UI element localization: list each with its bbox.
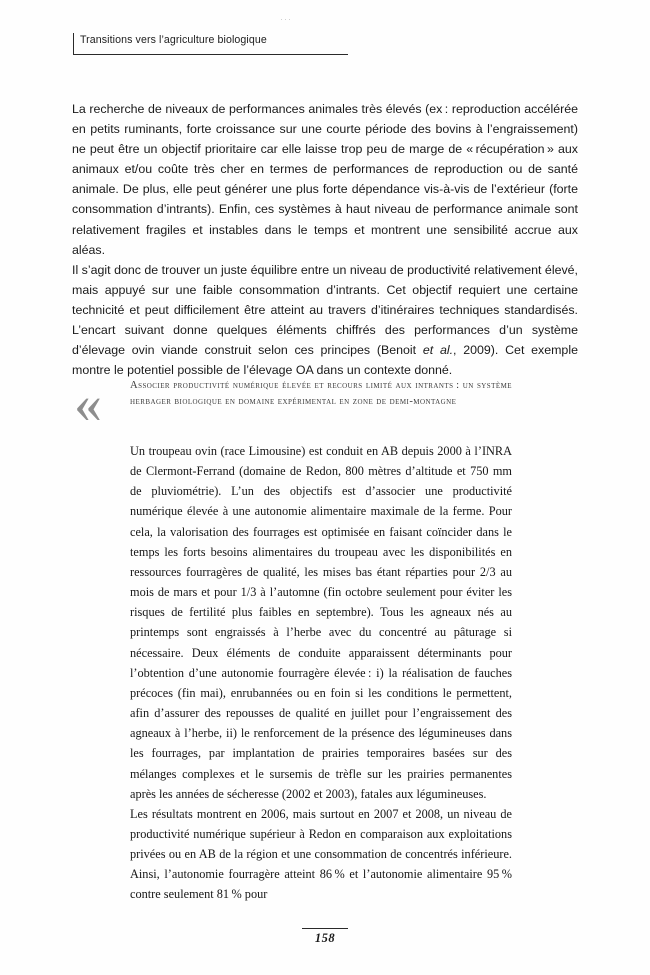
encart-paragraph-1: Un troupeau ovin (race Limousine) est conduit en AB depuis 2000 à l’INRA de Clermont-Ferrand (domaine de Redon, 800 mètres d’altitude et 750 mm de pluviométrie). L’un des objectifs est d’associer une productivité numérique élevée à une autonomie alimentaire maximale de la ferme. Pour cela, la valorisation des fourrages est optimisée en faisant coïncider dans le temps les forts besoins alimentaires du troupeau avec les disponibilités en ressources fourragères de qualité, les mises bas étant réparties pour 2/3 au mois de mars et pour 1/3 à l’automne (fin octobre seulement pour éviter les risques de fertilité plus faibles en septembre). Tous les agneaux nés au printemps sont engraissés à l’herbe avec du concentré au pâturage si nécessaire. Deux éléments de conduite apparaissent déterminants pour l’obtention d’une autonomie fourragère élevée : i) la réalisation de fauches précoces (fin mai), enrubannées ou en foin si les conditions le permettent, afin d’assurer des repousses de qualité en juillet pour l’engraissement des agneaux à l’herbe, ii) le renforcement de la présence des légumineuses dans les fourrages, par implantation de prairies temporaires basées sur des mélanges complexes et le sursemis de trèfle sur les prairies permanentes après les années de sécheresse (2002 et 2003), fatales aux légumineuses. [130,444,512,801]
encart-body [130,441,512,905]
header-trailing-marks: ··· [280,14,292,24]
header-horizontal-rule [73,54,348,55]
double-chevron-icon: « [74,373,100,435]
folio-rule [302,928,348,929]
running-header [73,33,348,57]
main-text-column [72,99,578,380]
main-paragraph-2 [72,260,578,381]
encart-paragraph-2: Les résultats montrent en 2006, mais surtout en 2007 et 2008, un niveau de productivité numérique supérieur à Redon en comparaison aux exploitations privées ou en AB de la région et une consommation de concentrés inférieure. Ainsi, l’autonomie fourragère atteint 86 % et l’autonomie alimentaire 95 % contre seulement 81 % pour [130,806,512,902]
main-paragraph-2-part2: , 2009). Cet exemple montre le potentiel possible de l’élevage OA dans un contexte donné. [72,343,578,378]
page-number: 158 [314,931,336,946]
header-title: Transitions vers l’agriculture biologique [80,34,267,46]
main-paragraph-2-part1: Il s’agit donc de trouver un juste équilibre entre un niveau de productivité relativement élevé, mais appuyé sur une faible consommation d’intrants. Cet objectif requiert une certaine technicité et peut difficilement être atteint au travers d’itinéraires techniques standardisés. L’encart suivant donne quelques éléments chiffrés des performances d’un système d’élevage ovin viande construit selon ces principes (Benoit [72,262,578,358]
folio [0,928,650,946]
header-vertical-rule [73,33,74,55]
citation-et-al: et al. [422,343,454,358]
encart-title: Associer productivité numérique élevée et recours limité aux intrants : un système herbager biologique en domaine expérimental en zone de demi-montagne [130,380,512,408]
main-paragraph-1: La recherche de niveaux de performances animales très élevés (ex : reproduction accélérée en petits ruminants, forte croissance sur une courte période des bovins à l’engraissement) ne peut être un objectif prioritaire car elle laisse trop peu de marge de « récupération » aux animaux et/ou coûte très cher en termes de performances de reproduction ou de santé animale. De plus, elle peut générer une plus forte dépendance vis-à-vis de l’extérieur (forte consommation d’intrants). Enfin, ces systèmes à haut niveau de performance animale sont relativement fragiles et instables dans le temps et montrent une sensibilité accrue aux aléas. [72,102,578,257]
